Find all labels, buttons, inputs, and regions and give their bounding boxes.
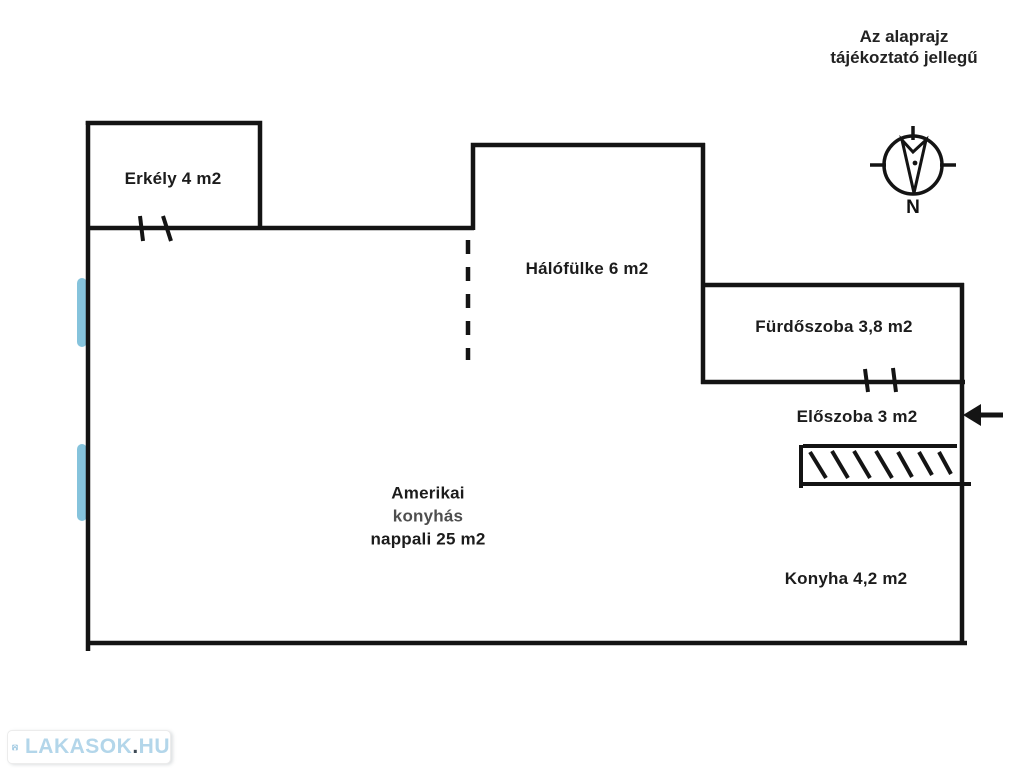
compass-north-label: N [906, 197, 920, 218]
wall-halofulke-top [473, 145, 705, 230]
room-label-erkely: Erkély 4 m2 [124, 169, 222, 188]
room-label-furdoszoba: Fürdőszoba 3,8 m2 [755, 317, 913, 336]
disclaimer-line2: tájékoztató jellegű [830, 48, 978, 67]
window-marker [77, 278, 87, 521]
disclaimer-line1: Az alaprajz [859, 27, 949, 46]
entrance-arrow-icon [963, 404, 1003, 426]
hatched-counter-marker [801, 445, 971, 488]
door-ticks [140, 216, 896, 392]
room-label-nappali-line1: Amerikai [391, 483, 465, 503]
logo-separator: . [132, 735, 139, 758]
room-label-halofulke: Hálófülke 6 m2 [525, 259, 649, 278]
room-label-eloszoba: Előszoba 3 m2 [796, 407, 918, 426]
balcony-door-tick [140, 216, 143, 241]
bathroom-door-tick [893, 368, 896, 392]
bathroom-door-tick [865, 369, 868, 392]
compass-north-icon [870, 126, 956, 218]
lakasok-logo [7, 730, 171, 764]
logo-tld: HU [138, 735, 170, 758]
room-label-konyha: Konyha 4,2 m2 [784, 569, 908, 588]
room-label-nappali [370, 482, 485, 551]
logo-name: LAKASOK [24, 735, 133, 758]
disclaimer-note [830, 26, 977, 68]
lakasok-logo-text [25, 735, 170, 759]
room-label-nappali-line2: konyhás [392, 506, 464, 526]
house-icon [12, 734, 18, 761]
room-label-nappali-line3: nappali 25 m2 [370, 529, 486, 549]
